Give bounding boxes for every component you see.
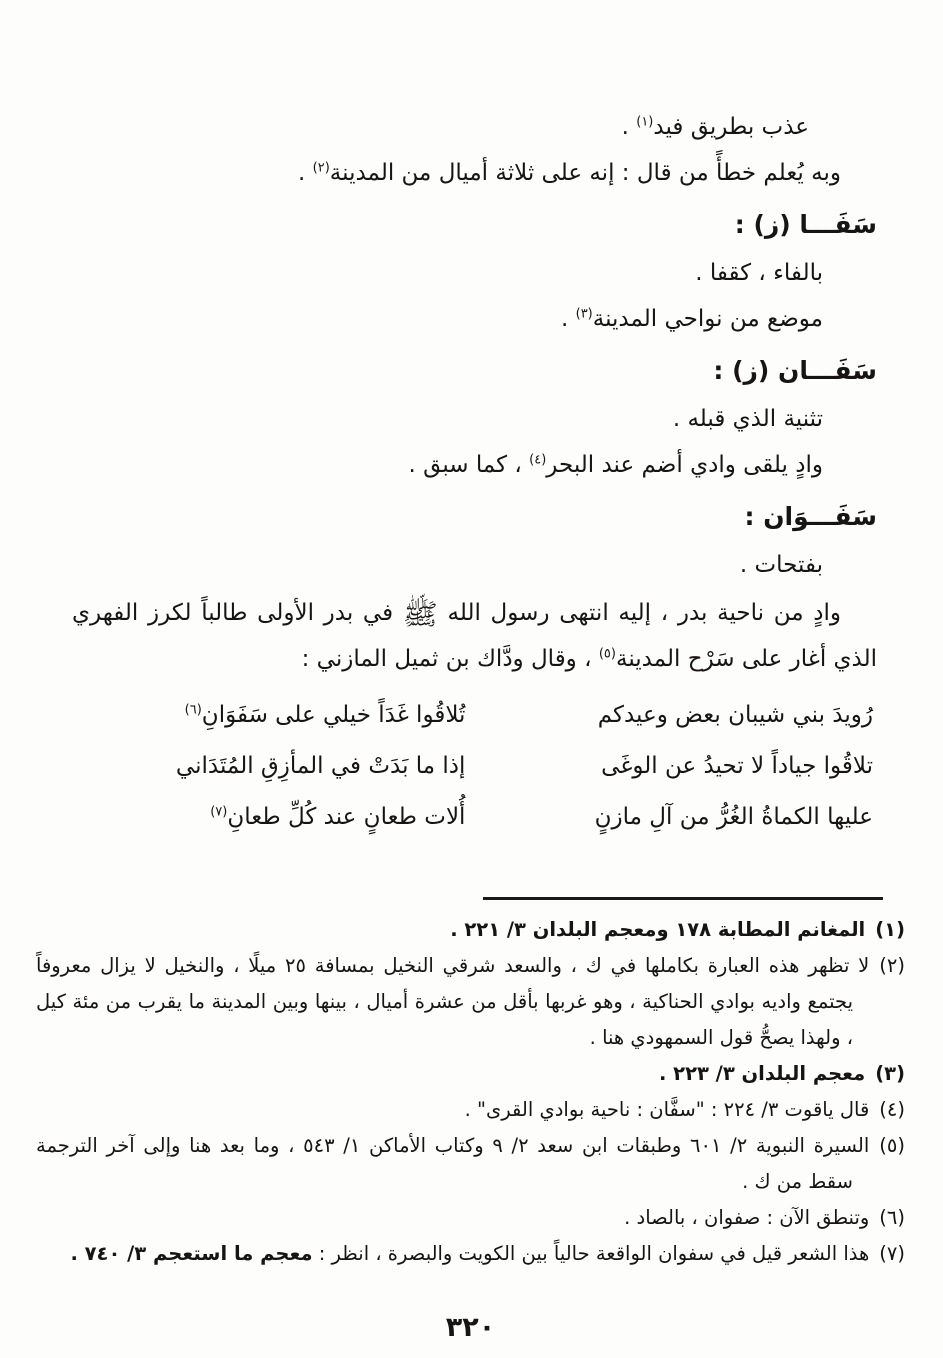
- footnote-number: (١): [875, 918, 905, 941]
- footnote-text-bold: معجم ما استعجم ٣/ ٧٤٠ .: [70, 1242, 313, 1265]
- footnote-number: (٧): [879, 1242, 905, 1265]
- hemistich-right: عليها الكماةُ الغُرُّ من آلِ مازنٍ: [594, 804, 873, 830]
- hemistich-right: رُويدَ بني شيبان بعض وعيدكم: [597, 702, 873, 728]
- poem-block: [132, 690, 873, 843]
- body-text: في بدر الأولى طالباً لكرز الفهري الذي أغار على سَرْح المدينة: [72, 600, 877, 672]
- footnotes-section: [0, 897, 943, 1343]
- entry-definition: بفتحات .: [739, 552, 823, 578]
- footnote-separator-rule: [483, 897, 883, 900]
- body-text: وبه يُعلم خطأً من قال : إنه على ثلاثة أميال من المدينة: [329, 160, 841, 186]
- hemistich-right: تلاقُوا جياداً لا تحيدُ عن الوغَى: [601, 753, 873, 779]
- body-text: وادٍ يلقى وادي أضم عند البحر: [546, 452, 823, 478]
- body-text: .: [621, 114, 637, 140]
- body-text: ، كما سبق .: [408, 452, 530, 478]
- body-text: .: [298, 160, 313, 186]
- entry-headword-safawan: سَفَـــوَان :: [744, 502, 877, 531]
- body-text: .: [560, 306, 576, 332]
- entry-definition: [72, 442, 823, 488]
- footnote-text: السيرة النبوية ٢/ ٦٠١ وطبقات ابن سعد ٢/ ٩ وكتاب الأماكن ١/ ٥٤٣ ، وما بعد هنا وإلى آخر الترجمة سقط من ك .: [36, 1134, 870, 1193]
- entry-definition: [72, 296, 823, 342]
- footnote-ref-4: (٤): [529, 452, 547, 468]
- footnote-text: المغانم المطابة ١٧٨ ومعجم البلدان ٣/ ٢٢١ .: [450, 918, 866, 941]
- hemistich-left: [132, 792, 465, 843]
- footnote-3: [36, 1056, 905, 1092]
- footnote-5: [36, 1128, 905, 1200]
- page-number: ٣٢٠: [445, 1312, 496, 1343]
- body-text: تُلاقُوا غَدَاً خيلي على سَفَوَانِ: [201, 702, 466, 728]
- footnote-number: (٤): [879, 1098, 905, 1121]
- footnote-text: وتنطق الآن : صفوان ، بالصاد .: [624, 1206, 870, 1229]
- poem-verse: [132, 792, 873, 843]
- footnote-ref-1: (١): [636, 114, 654, 130]
- body-text: وادٍ من ناحية بدر ، إليه انتهى رسول الله: [437, 600, 841, 626]
- entry-paragraph-safawan: [72, 590, 877, 682]
- footnote-ref-5: (٥): [598, 646, 616, 662]
- body-text: ، وقال ودَّاك بن ثميل المازني :: [301, 646, 599, 672]
- hemistich-left: [132, 741, 465, 792]
- footnote-ref-2: (٢): [312, 160, 330, 176]
- footnote-1: [36, 912, 905, 948]
- footnote-text: قال ياقوت ٣/ ٢٢٤ : "سفَّان : ناحية بوادي القرى" .: [464, 1098, 870, 1121]
- footnote-2: [36, 948, 905, 1056]
- body-text: أُلات طعانٍ عند كُلِّ طعانِ: [227, 804, 466, 830]
- footnote-ref-7: (٧): [210, 804, 228, 820]
- footnote-ref-6: (٦): [184, 702, 202, 718]
- footnote-number: (٣): [875, 1062, 905, 1085]
- footnote-4: [36, 1092, 905, 1128]
- footnote-number: (٦): [879, 1206, 905, 1229]
- body-line-fayd: [72, 104, 877, 150]
- body-text: عذب بطريق فيد: [653, 114, 809, 140]
- footnote-ref-3: (٣): [575, 306, 593, 322]
- entry-headword-safan: سَفَـــان (ز) :: [713, 356, 877, 385]
- footnote-text: هذا الشعر قيل في سفوان الواقعة حالياً بين الكويت والبصرة ، انظر :: [312, 1242, 870, 1265]
- footnote-text: لا تظهر هذه العبارة بكاملها في ك ، والسعد شرقي النخيل بمسافة ٢٥ ميلًا ، والنخيل لا يزال معروفاً يجتمع واديه بوادي الحناكية ، وهو غربها بأقل من عشرة أميال ، بينها وبين المدينة ما يقرب من مئة كيل ، ولهذا يصحُّ قول السمهودي هنا .: [36, 954, 870, 1049]
- footnote-7: [36, 1236, 905, 1272]
- body-text: إذا ما بَدَتْ في المأزِقِ المُتَدَاني: [175, 753, 466, 779]
- body-text: موضع من نواحي المدينة: [592, 306, 823, 332]
- poem-verse: [132, 741, 873, 792]
- entry-definition: بالفاء ، كقفا .: [695, 260, 823, 286]
- entry-definition: تثنية الذي قبله .: [672, 406, 823, 432]
- entry-headword-safa: سَفَـــا (ز) :: [734, 210, 877, 239]
- footnote-6: [36, 1200, 905, 1236]
- footnote-text: معجم البلدان ٣/ ٢٢٣ .: [658, 1062, 866, 1085]
- honorific-pbuh-ligature: ﷺ: [402, 597, 438, 631]
- footnote-number: (٥): [879, 1134, 905, 1157]
- poem-verse: [132, 690, 873, 741]
- body-line-khata: [72, 150, 877, 196]
- footnote-number: (٢): [879, 954, 905, 977]
- hemistich-left: [132, 690, 465, 741]
